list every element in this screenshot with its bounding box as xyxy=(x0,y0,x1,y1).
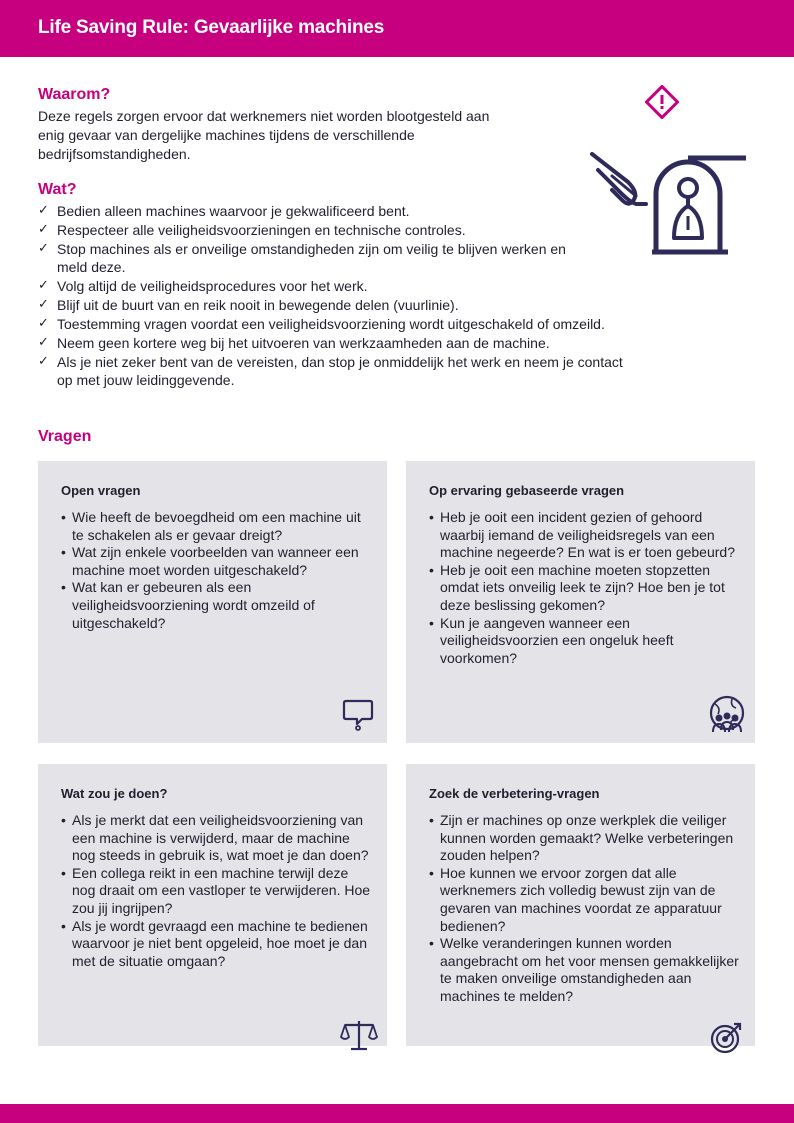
card-title: Open vragen xyxy=(61,483,141,498)
list-item: • Wat kan er gebeuren als een veiligheidsvoorziening wordt omzeild of uitgeschakeld? xyxy=(61,579,371,632)
list-item: • Welke veranderingen kunnen worden aangebracht om het voor mensen gemakkelijker te maken onveilige omstandigheden aan machines te melden? xyxy=(429,935,739,1005)
list-item: • Heb je ooit een incident gezien of gehoord waarbij iemand de veiligheidsregels van een machine negeerde? En wat is er toen gebeurd? xyxy=(429,509,739,562)
check-icon: ✓ xyxy=(38,335,49,350)
list-item: • Zijn er machines op onze werkplek die veiliger kunnen worden gemaakt? Welke verbeteringen zouden helpen? xyxy=(429,812,739,865)
list-item: ✓ Respecteer alle veiligheidsvoorzieningen en technische controles. xyxy=(38,222,466,238)
check-icon: ✓ xyxy=(38,354,49,369)
question-card-open xyxy=(38,461,387,743)
list-item: ✓ Als je niet zeker bent van de vereisten, dan stop je onmiddelijk het werk en neem je contact op met jouw leidinggevende. xyxy=(38,354,623,388)
warning-diamond-icon xyxy=(645,85,679,124)
scales-icon xyxy=(340,1018,378,1052)
check-icon: ✓ xyxy=(38,316,49,331)
list-item: • Wie heeft de bevoegdheid om een machine uit te schakelen als er gevaar dreigt? xyxy=(61,509,371,544)
check-icon: ✓ xyxy=(38,278,49,293)
people-globe-icon xyxy=(706,694,748,736)
what-heading: Wat? xyxy=(38,181,77,198)
question-card-what-would-you-do xyxy=(38,764,387,1046)
card-list xyxy=(429,509,739,667)
list-item: • Hoe kunnen we ervoor zorgen dat alle werknemers zich volledig bewust zijn van de gevaren van machines voordat ze apparatuur bedienen? xyxy=(429,865,739,935)
card-list xyxy=(61,509,371,632)
card-list xyxy=(429,812,739,1006)
list-item: • Heb je ooit een machine moeten stopzetten omdat iets onveilig leek te zijn? Hoe ben je tot deze beslissing gekomen? xyxy=(429,562,739,615)
list-item: ✓ Stop machines als er onveilige omstandigheden zijn om veilig te blijven werken en meld deze. xyxy=(38,241,566,275)
question-card-improvement xyxy=(406,764,755,1046)
check-icon: ✓ xyxy=(38,222,49,237)
speech-bubble-icon xyxy=(341,697,375,731)
why-text: Deze regels zorgen ervoor dat werknemers niet worden blootgesteld aan enig gevaar van dergelijke machines tijdens de verschillende bedrijfsomstandigheden. xyxy=(38,108,490,162)
card-title: Op ervaring gebaseerde vragen xyxy=(429,483,625,498)
questions-heading: Vragen xyxy=(38,428,92,445)
card-list xyxy=(61,812,371,970)
list-item: • Een collega reikt in een machine terwijl deze nog draait om een vastloper te verwijderen. Hoe zou jij ingrijpen? xyxy=(61,865,371,918)
check-icon: ✓ xyxy=(38,241,49,256)
target-arrow-icon xyxy=(710,1020,744,1054)
what-list xyxy=(38,202,638,390)
page-title: Life Saving Rule: Gevaarlijke machines xyxy=(38,17,385,38)
question-card-experience xyxy=(406,461,755,743)
list-item: ✓ Blijf uit de buurt van en reik nooit in bewegende delen (vuurlinie). xyxy=(38,297,459,313)
list-item: ✓ Volg altijd de veiligheidsprocedures voor het werk. xyxy=(38,278,368,294)
list-item: • Wat zijn enkele voorbeelden van wanneer een machine moet worden uitgeschakeld? xyxy=(61,544,371,579)
check-icon: ✓ xyxy=(38,203,49,218)
list-item: ✓ Bedien alleen machines waarvoor je gekwalificeerd bent. xyxy=(38,203,410,219)
list-item: • Kun je aangeven wanneer een veiligheidsvoorzien een ongeluk heeft voorkomen? xyxy=(429,615,739,668)
card-title: Wat zou je doen? xyxy=(61,786,168,801)
header-bar xyxy=(0,0,794,57)
card-title: Zoek de verbetering-vragen xyxy=(429,786,600,801)
why-heading: Waarom? xyxy=(38,86,111,103)
list-item: ✓ Neem geen kortere weg bij het uitvoeren van werkzaamheden aan de machine. xyxy=(38,335,550,351)
list-item: • Als je wordt gevraagd een machine te bedienen waarvoor je niet bent opgeleid, hoe moet je dan met de situatie omgaan? xyxy=(61,918,371,971)
list-item: ✓ Toestemming vragen voordat een veiligheidsvoorziening wordt uitgeschakeld of omzeild. xyxy=(38,316,605,332)
footer-bar xyxy=(0,1104,794,1123)
list-item: • Als je merkt dat een veiligheidsvoorziening van een machine is verwijderd, maar de machine nog steeds in gebruik is, wat moet je dan doen? xyxy=(61,812,371,865)
check-icon: ✓ xyxy=(38,297,49,312)
